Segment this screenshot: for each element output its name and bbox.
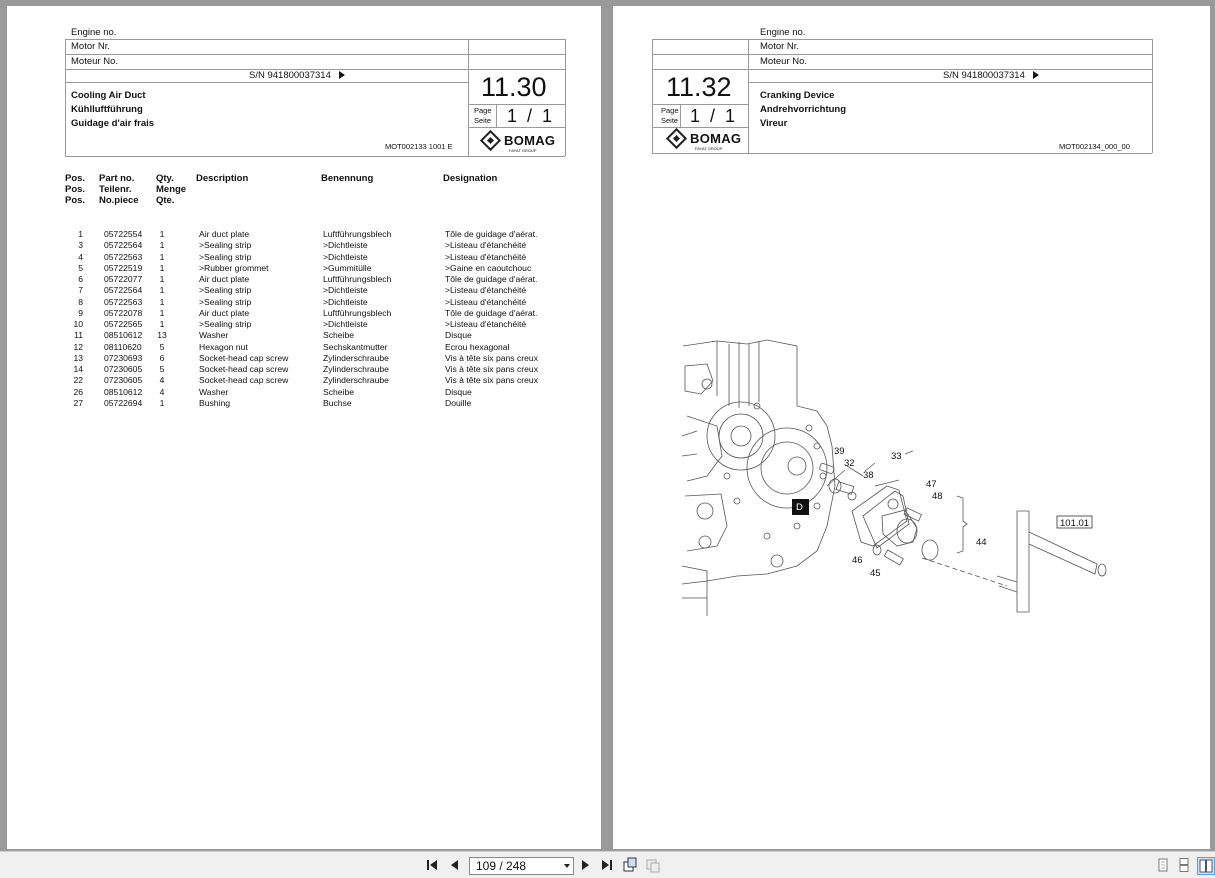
col-header-pos: Pos. Pos. Pos. — [65, 173, 86, 206]
parts-row-ben: Luftführungsblech — [323, 307, 392, 318]
parts-row-desc: Washer — [199, 330, 229, 341]
parts-row-des: Tôle de guidage d'aérat. — [445, 229, 538, 239]
parts-row-ben: Buchse — [323, 397, 352, 408]
doc-code: MOT002134_000_00 — [1059, 142, 1130, 151]
col-header-qty: Qty. Menge Qte. — [156, 173, 187, 206]
parts-row-des: Douille — [445, 397, 472, 408]
callout-44: 44 — [976, 537, 987, 548]
parts-col-description — [199, 229, 288, 409]
moteur-no-label: Moteur No. — [71, 56, 118, 67]
prev-page-icon[interactable] — [447, 857, 463, 873]
parts-row-des: >Listeau d'étanchéité — [445, 319, 527, 329]
parts-row-part: 05722694 — [104, 397, 143, 408]
parts-row-pos: 1 — [78, 229, 83, 239]
page-count: 1 / 1 — [690, 106, 736, 126]
parts-row-pos: 6 — [78, 274, 83, 284]
parts-row-pos: 26 — [73, 386, 83, 397]
parts-row-pos: 3 — [78, 240, 83, 251]
parts-row-desc: >Sealing strip — [199, 240, 252, 251]
parts-row-pos: 9 — [78, 307, 83, 318]
parts-row-pos: 22 — [73, 375, 83, 386]
callout-d: D — [796, 502, 803, 513]
parts-row-pos: 4 — [78, 251, 83, 262]
parts-col-part — [104, 229, 142, 409]
parts-row-des: Tôle de guidage d'aérat. — [445, 274, 538, 284]
callout-48: 48 — [932, 491, 943, 502]
callout-32: 32 — [844, 458, 855, 469]
parts-row-des: >Listeau d'étanchéité — [445, 296, 527, 307]
col-header-description: Description — [196, 173, 249, 184]
callout-38: 38 — [863, 470, 874, 481]
parts-row-qty: 1 — [159, 229, 165, 239]
rotate-disabled-icon — [645, 857, 661, 873]
parts-row-pos: 13 — [73, 352, 83, 363]
parts-row-pos: 12 — [73, 341, 83, 352]
parts-row-ben: >Dichtleiste — [323, 319, 368, 329]
engine-no-label: Engine no. — [71, 27, 117, 38]
section-number: 11.32 — [666, 72, 732, 102]
parts-row-pos: 14 — [73, 364, 83, 374]
parts-row-ben: >Dichtleiste — [323, 285, 368, 296]
parts-row-ben: Scheibe — [323, 386, 355, 397]
parts-row-part: 05722565 — [104, 319, 143, 329]
page-number-select[interactable] — [469, 857, 574, 875]
parts-row-qty: 5 — [159, 364, 165, 374]
parts-col-benennung — [323, 229, 391, 409]
section-number: 11.30 — [481, 72, 547, 102]
parts-row-ben: Sechskantmutter — [323, 341, 388, 352]
parts-row-desc: >Sealing strip — [199, 296, 252, 307]
page-count: 1 / 1 — [507, 106, 553, 126]
motor-nr-label: Motor Nr. — [71, 41, 111, 52]
bomag-logo: BOMAG FAYAT GROUP — [483, 133, 555, 148]
parts-row-pos: 7 — [78, 285, 83, 296]
parts-row-qty: 4 — [159, 375, 165, 386]
callout-39: 39 — [834, 446, 845, 457]
parts-row-pos: 5 — [78, 262, 83, 273]
parts-row-part: 07230605 — [104, 375, 143, 386]
parts-row-part: 05722554 — [104, 229, 143, 239]
parts-row-desc: Bushing — [199, 397, 231, 408]
parts-col-pos — [65, 229, 83, 409]
parts-row-pos: 10 — [73, 319, 83, 329]
document-page-left — [7, 6, 601, 849]
parts-row-part: 05722563 — [104, 251, 143, 262]
parts-row-ben: >Dichtleiste — [323, 251, 368, 262]
parts-row-desc: >Sealing strip — [199, 251, 252, 262]
parts-row-des: Ecrou hexagonal — [445, 341, 510, 352]
viewer-toolbar — [0, 851, 1215, 878]
parts-row-desc: >Rubber grommet — [199, 262, 269, 273]
title-fr: Vireur — [760, 118, 788, 129]
title-de: Kühlluftführung — [71, 104, 143, 115]
parts-row-des: Vis à tête six pans creux — [445, 364, 538, 374]
parts-row-part: 08510612 — [104, 330, 143, 341]
parts-row-ben: Zylinderschraube — [323, 364, 389, 374]
title-en: Cooling Air Duct — [71, 90, 146, 101]
parts-row-ben: Zylinderschraube — [323, 375, 389, 386]
parts-row-ben: >Dichtleiste — [323, 240, 368, 251]
parts-row-desc: Socket-head cap screw — [199, 352, 289, 363]
col-header-part: Part no. Teilenr. No.piece — [99, 173, 139, 206]
parts-row-part: 07230605 — [104, 364, 143, 374]
cranking-device-diagram — [677, 336, 1137, 626]
page-label-de: Seite — [474, 116, 492, 125]
first-page-icon[interactable] — [425, 857, 441, 873]
callout-47: 47 — [926, 479, 937, 490]
parts-row-desc: Socket-head cap screw — [199, 364, 289, 374]
parts-row-part: 07230693 — [104, 352, 143, 363]
parts-row-ben: Scheibe — [323, 330, 355, 341]
serial-number: S/N 941800037314 — [943, 70, 1039, 82]
parts-row-qty: 1 — [159, 262, 165, 273]
parts-row-desc: Air duct plate — [199, 274, 250, 284]
parts-row-qty: 1 — [159, 397, 165, 408]
col-header-benennung: Benennung — [321, 173, 374, 184]
parts-row-pos: 8 — [78, 296, 83, 307]
col-header-designation: Designation — [443, 173, 498, 184]
title-en: Cranking Device — [760, 90, 835, 101]
parts-row-qty: 5 — [159, 341, 165, 352]
parts-row-part: 05722078 — [104, 307, 143, 318]
parts-row-qty: 1 — [159, 307, 165, 318]
bomag-logo: BOMAG FAYAT GROUP — [669, 131, 741, 146]
continuous-icon[interactable] — [1176, 857, 1192, 873]
page-label-en: Page — [474, 106, 492, 115]
parts-row-des: Vis à tête six pans creux — [445, 352, 538, 363]
parts-row-part: 05722563 — [104, 296, 143, 307]
parts-row-ben: Luftführungsblech — [323, 274, 392, 284]
rotate-icon[interactable] — [622, 857, 638, 873]
parts-row-part: 08110620 — [104, 341, 142, 352]
parts-row-des: >Listeau d'étanchéité — [445, 285, 527, 296]
parts-row-ben: Zylinderschraube — [323, 352, 389, 363]
serial-number: S/N 941800037314 — [249, 70, 345, 82]
parts-row-qty: 1 — [159, 296, 165, 307]
parts-row-part: 05722519 — [104, 262, 143, 273]
single-page-icon[interactable] — [1155, 857, 1171, 873]
parts-row-des: Disque — [445, 330, 472, 341]
parts-row-part: 05722564 — [104, 240, 143, 251]
page-label-de: Seite — [661, 116, 679, 125]
parts-row-ben: >Dichtleiste — [323, 296, 368, 307]
page-label-en: Page — [661, 106, 679, 115]
parts-row-part: 05722077 — [104, 274, 143, 284]
parts-row-part: 08510612 — [104, 386, 143, 397]
document-page-right — [613, 6, 1210, 849]
parts-row-qty: 1 — [159, 251, 165, 262]
parts-row-qty: 1 — [159, 319, 165, 329]
last-page-icon[interactable] — [598, 857, 614, 873]
parts-row-des: >Listeau d'étanchéité — [445, 251, 527, 262]
parts-row-desc: Air duct plate — [199, 229, 250, 239]
parts-row-desc: Hexagon nut — [199, 341, 248, 352]
callout-45: 45 — [870, 568, 881, 579]
chevron-down-icon — [564, 864, 570, 868]
parts-row-des: Tôle de guidage d'aérat. — [445, 307, 538, 318]
callout-33: 33 — [891, 451, 902, 462]
callout-46: 46 — [852, 555, 863, 566]
parts-row-qty: 1 — [159, 285, 165, 296]
parts-row-ben: >Gummitülle — [323, 262, 372, 273]
parts-row-desc: Washer — [199, 386, 229, 397]
parts-row-qty: 13 — [157, 330, 167, 341]
parts-row-ben: Luftführungsblech — [323, 229, 392, 239]
parts-row-qty: 6 — [159, 352, 165, 363]
parts-row-des: Vis à tête six pans creux — [445, 375, 538, 386]
parts-row-qty: 1 — [159, 240, 165, 251]
parts-row-qty: 4 — [159, 386, 165, 397]
title-de: Andrehvorrichtung — [760, 104, 847, 115]
parts-row-pos: 11 — [74, 330, 83, 341]
two-page-icon[interactable] — [1197, 857, 1215, 875]
doc-code: MOT002133 1001 E — [385, 142, 453, 151]
next-page-icon[interactable] — [577, 857, 593, 873]
parts-row-desc: Air duct plate — [199, 307, 250, 318]
parts-row-des: >Listeau d'étanchéité — [445, 240, 527, 251]
parts-row-part: 05722564 — [104, 285, 143, 296]
engine-no-label: Engine no. — [760, 27, 806, 38]
parts-row-des: >Gaine en caoutchouc — [445, 262, 532, 273]
parts-row-qty: 1 — [159, 274, 165, 284]
moteur-no-label: Moteur No. — [760, 56, 807, 67]
page-indicator: 109 / 248 — [476, 859, 527, 873]
motor-nr-label: Motor Nr. — [760, 41, 800, 52]
parts-row-pos: 27 — [73, 397, 83, 408]
parts-row-desc: Socket-head cap screw — [199, 375, 289, 386]
reference-101-01: 101.01 — [1060, 518, 1090, 529]
parts-row-des: Disque — [445, 386, 472, 397]
parts-row-desc: >Sealing strip — [199, 285, 252, 296]
parts-col-qty — [153, 229, 171, 409]
title-fr: Guidage d'air frais — [71, 118, 155, 129]
parts-row-desc: >Sealing strip — [199, 319, 252, 329]
parts-col-designation — [445, 229, 538, 409]
